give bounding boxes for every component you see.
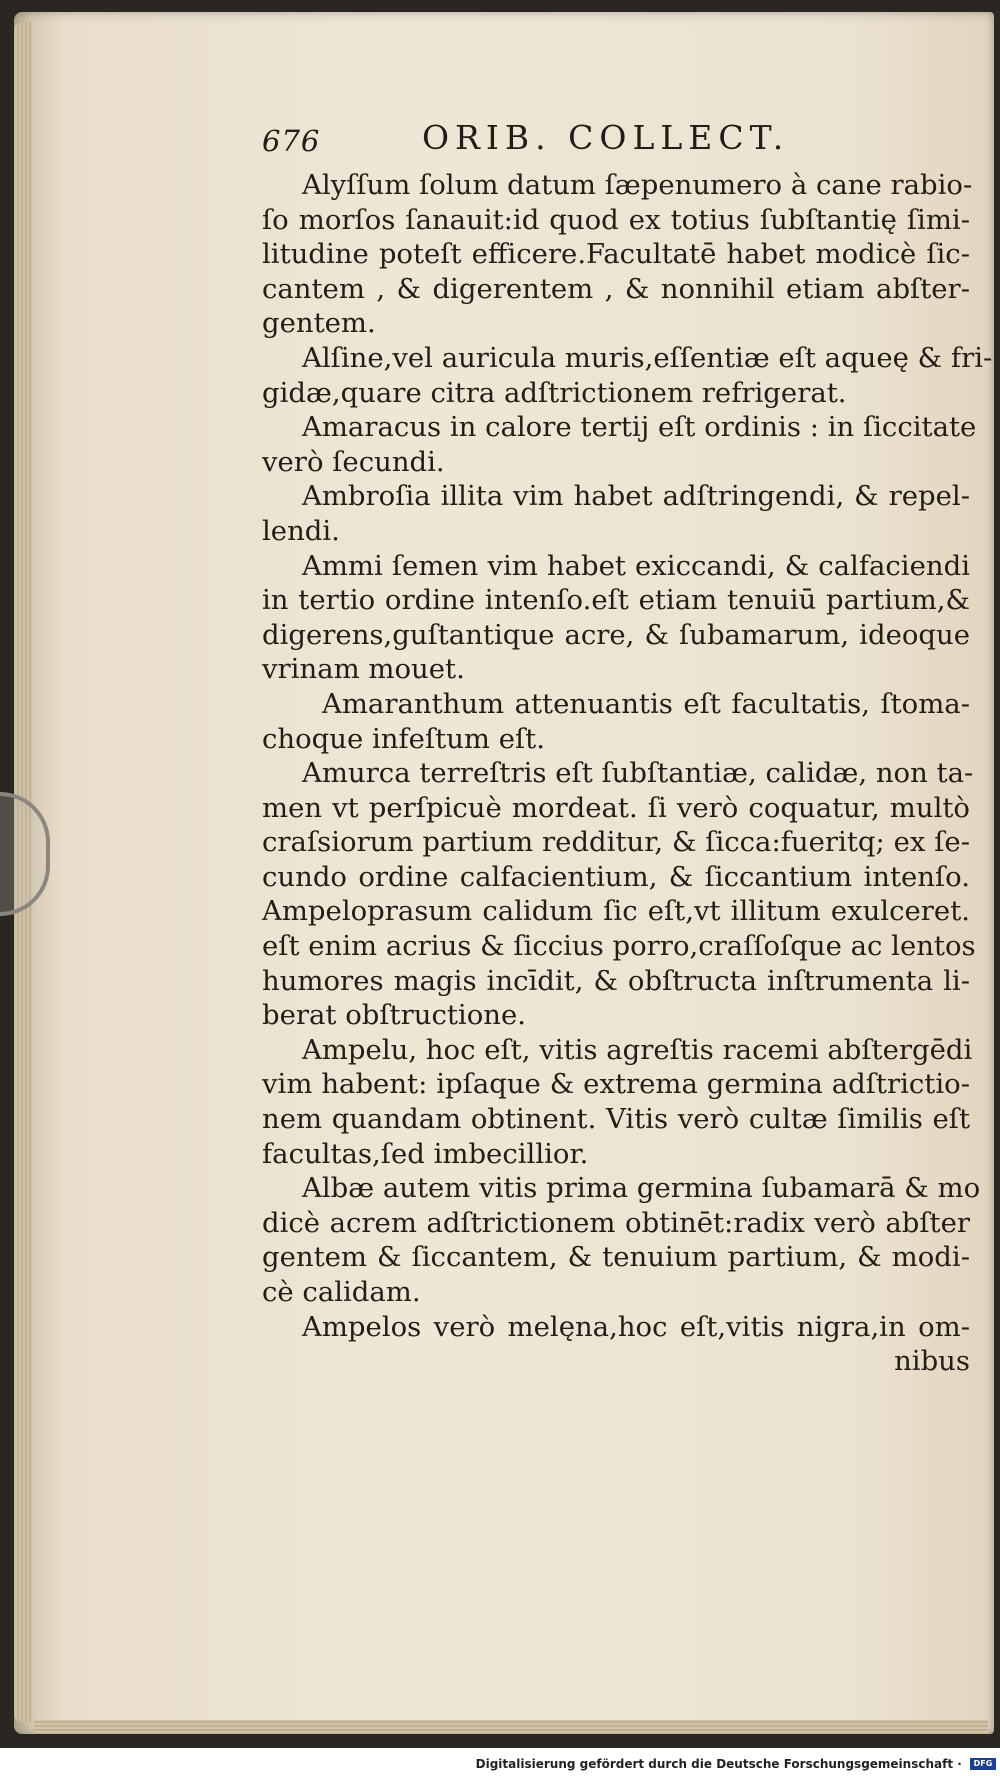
text-line: dicè acrem adſtrictionem obtinēt:radix verò abſter <box>262 1206 970 1239</box>
text-line: choque infeſtum eſt. <box>262 722 545 755</box>
text-line: Ampelu, hoc eſt, vitis agreſtis racemi abſtergēdi <box>302 1033 973 1066</box>
text-line: cundo ordine calfacientium, & ſiccantium intenſo. <box>262 860 970 893</box>
text-line: humores magis incīdit, & obſtructa inſtrumenta li- <box>262 964 970 997</box>
digitization-credit <box>0 1752 996 1774</box>
text-line: eſt enim acrius & ſiccius porro,craſſoſque ac lentos <box>262 930 976 963</box>
text-line: Ammi ſemen vim habet exiccandi, & calfaciendi <box>302 549 970 582</box>
text-line: Alſine,vel auricula muris,eſſentiæ eſt aqueę & fri- <box>302 341 993 374</box>
text-line: lendi. <box>262 514 340 547</box>
text-line: digerens,guſtantique acre, & ſubamarum, ideoque <box>262 618 970 651</box>
catchword: nibus <box>894 1345 970 1378</box>
page-header <box>262 118 962 168</box>
text-line: facultas,ſed imbecillior. <box>262 1137 589 1170</box>
text-line: Amaracus in calore tertij eſt ordinis : in ſiccitate <box>302 411 977 444</box>
text-line: men vt perſpicuè mordeat. ſi verò coquatur, multò <box>262 791 970 824</box>
text-line: Ampelos verò melęna,hoc eſt,vitis nigra,in om- <box>302 1310 970 1343</box>
dfg-logo: DFG <box>970 1758 996 1770</box>
text-line: Ampeloprasum calidum ſic eſt,vt illitum exulceret. <box>262 895 970 928</box>
text-line: vim habent: ipſaque & extrema germina adſtrictio- <box>262 1068 970 1101</box>
text-line: verò ſecundi. <box>262 445 445 478</box>
credit-text: Digitalisierung gefördert durch die Deutsche Forschungsgemeinschaft · <box>475 1756 962 1771</box>
text-line: gentem & ſiccantem, & tenuium partium, & modi- <box>262 1241 970 1274</box>
text-line: gentem. <box>262 307 376 340</box>
text-line: in tertio ordine intenſo.eſt etiam tenuiū partium,& <box>262 584 970 617</box>
running-title: ORIB. COLLECT. <box>422 118 790 157</box>
text-line: Albæ autem vitis prima germina ſubamarā & mo <box>302 1172 981 1205</box>
text-line: vrinam mouet. <box>262 653 465 686</box>
text-line: cantem , & digerentem , & nonnihil etiam abſter- <box>262 272 970 305</box>
text-line: Ambroſia illita vim habet adſtringendi, & repel- <box>302 480 970 513</box>
text-line: litudine poteſt efficere.Facultatē habet modicè ſic- <box>262 238 970 271</box>
text-line: Amurca terreſtris eſt ſubſtantiæ, calidæ, non ta- <box>302 757 974 790</box>
text-line: Amaranthum attenuantis eſt facultatis, ſtoma- <box>322 687 970 720</box>
page-stack-bottom-edge <box>34 1720 988 1734</box>
text-line: craſsiorum partium redditur, & ſicca:fueritq; ex ſe- <box>262 826 970 859</box>
body-text <box>262 168 993 1379</box>
text-line: cè calidam. <box>262 1276 421 1308</box>
text-line: ſo morſos ſanauit:id quod ex totius ſubſtantię ſimi- <box>262 203 970 236</box>
text-line: gidæ,quare citra adſtrictionem refrigerat. <box>262 376 847 409</box>
text-line: Alyſſum ſolum datum ſæpenumero à cane rabio- <box>302 169 973 201</box>
page-number: 676 <box>262 124 321 158</box>
text-line: berat obſtructione. <box>262 999 526 1032</box>
text-line: nem quandam obtinent. Vitis verò cultæ ſimilis eſt <box>262 1103 970 1136</box>
